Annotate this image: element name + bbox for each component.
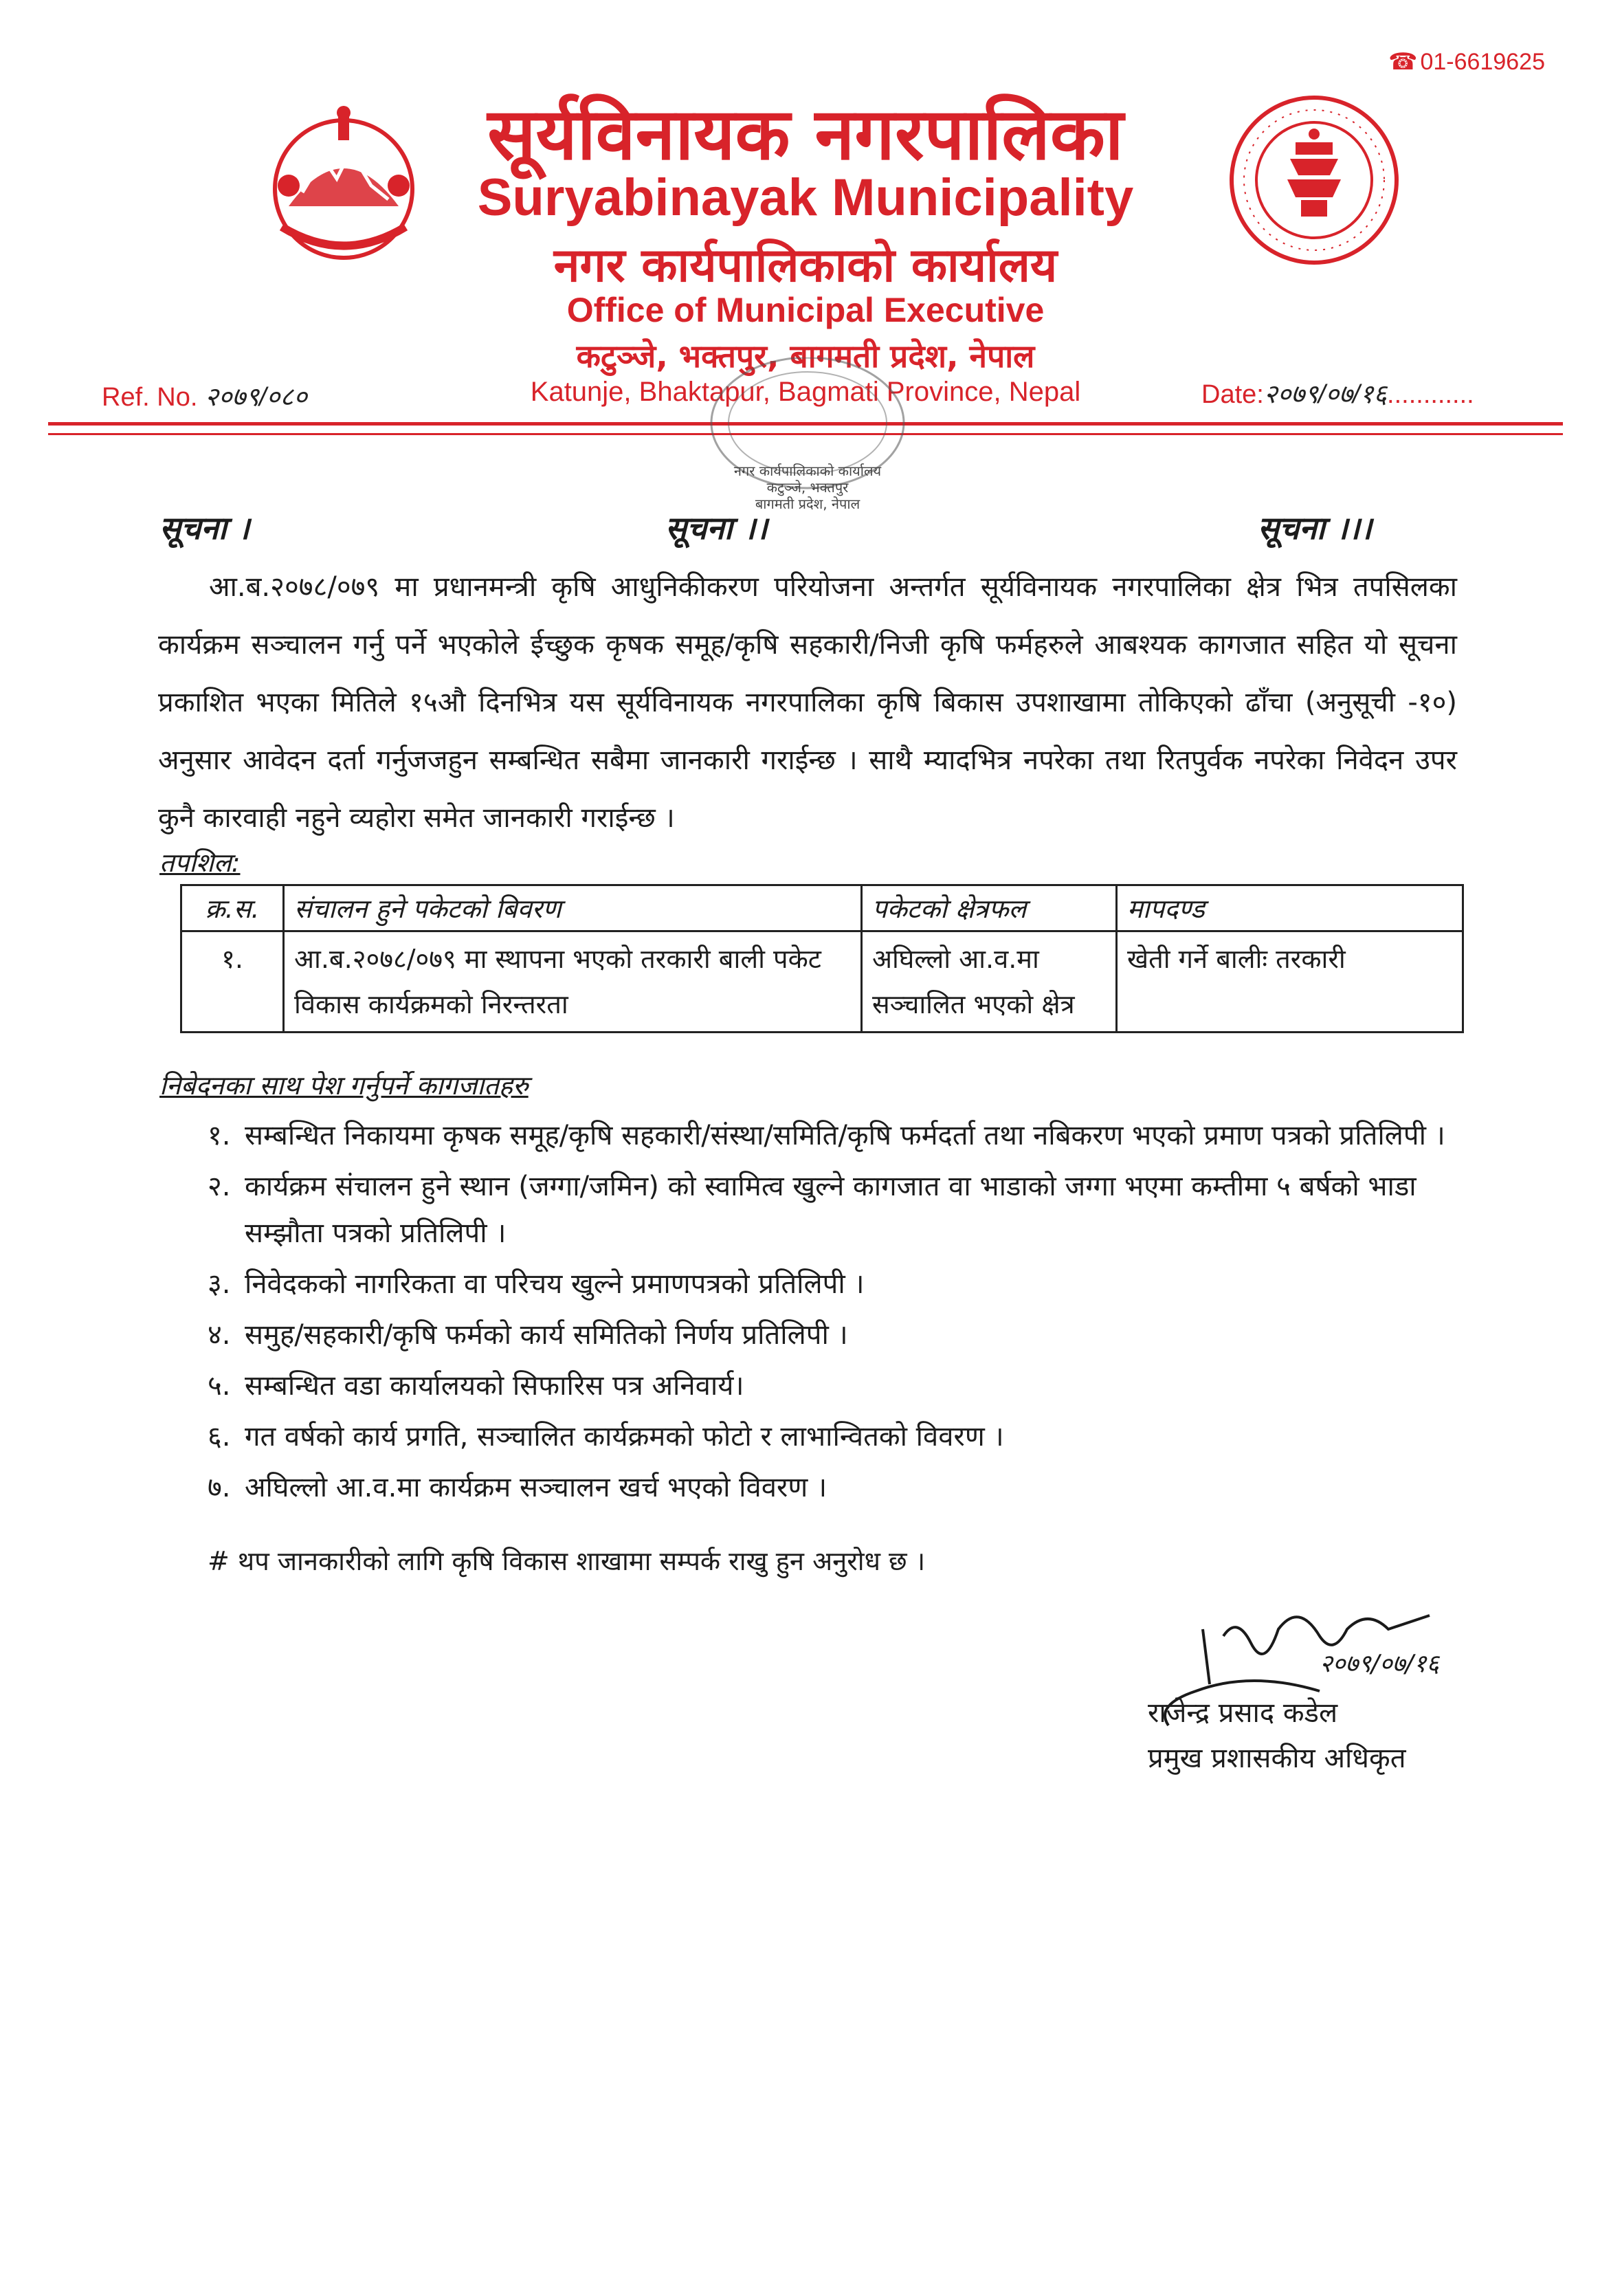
address-nepali: कटुञ्जे, भक्तपुर, बागमती प्रदेश, नेपाल bbox=[576, 338, 1035, 375]
table-row bbox=[181, 931, 1463, 1033]
ref-value: २०७९/०८० bbox=[204, 383, 307, 412]
notice-heading-right: सूचना ।।। bbox=[1258, 509, 1373, 547]
header-phone: ☎ 01-6619625 bbox=[1388, 49, 1545, 75]
signatory-designation: प्रमुख प्रशासकीय अधिकृत bbox=[1148, 1743, 1406, 1774]
stamp-line-1: नगर कार्यपालिकाको कार्यालय bbox=[733, 463, 882, 479]
list-item-number: ७. bbox=[208, 1472, 231, 1503]
list-item-number: ३. bbox=[208, 1268, 231, 1300]
list-item-number: ४. bbox=[208, 1319, 231, 1351]
list-item-text: सम्बन्धित वडा कार्यालयको सिफारिस पत्र अनिवार्य। bbox=[245, 1370, 744, 1402]
col-header-sn: क्र.स. bbox=[181, 885, 284, 931]
table-title: तपशिल: bbox=[159, 848, 241, 878]
table-header-row bbox=[181, 885, 1463, 931]
signature-date: २०७९/०७/१६ bbox=[1320, 1650, 1440, 1678]
list-item-text: सम्बन्धित निकायमा कृषक समूह/कृषि सहकारी/संस्था/समिति/कृषि फर्मदर्ता तथा नबिकरण भएको प्रमाण पत्रको प्रतिलिपी । bbox=[245, 1120, 1445, 1151]
list-item-number: १. bbox=[208, 1120, 231, 1151]
list-item-number: २. bbox=[208, 1171, 231, 1202]
municipality-name-nepali: सूर्यविनायक नगरपालिका bbox=[487, 92, 1124, 176]
cell-area: अघिल्लो आ.व.मा सञ्चालित भएको क्षेत्र bbox=[862, 931, 1117, 1033]
contact-note: # थप जानकारीको लागि कृषि विकास शाखामा सम्पर्क राखु हुन अनुरोध छ । bbox=[208, 1546, 926, 1576]
cell-description: आ.ब.२०७८/०७९ मा स्थापना भएको तरकारी बाली पकेट विकास कार्यक्रमको निरन्तरता bbox=[284, 931, 862, 1033]
documents-title: निबेदनका साथ पेश गर्नुपर्ने कागजातहरु bbox=[159, 1070, 529, 1101]
office-stamp-icon bbox=[677, 357, 938, 516]
cell-criteria: खेती गर्ने बालीः तरकारी bbox=[1117, 931, 1463, 1033]
municipality-name-english: Suryabinayak Municipality bbox=[477, 168, 1134, 227]
office-name-nepali: नगर कार्यपालिकाको कार्यालय bbox=[553, 239, 1058, 293]
stamp-line-3: बागमती प्रदेश, नेपाल bbox=[755, 496, 860, 512]
list-item bbox=[158, 1312, 1457, 1358]
phone-icon: ☎ bbox=[1388, 49, 1418, 75]
date-dots: ............ bbox=[1387, 380, 1474, 409]
notice-heading-center: सूचना ।। bbox=[665, 509, 768, 547]
col-header-area: पकेटको क्षेत्रफल bbox=[862, 885, 1117, 931]
office-name-english: Office of Municipal Executive bbox=[566, 291, 1045, 329]
letter-date bbox=[1201, 375, 1474, 411]
address-english: Katunje, Bhaktapur, Bagmati Province, Nepal bbox=[530, 377, 1081, 407]
list-item-number: ६. bbox=[208, 1421, 231, 1453]
program-table bbox=[180, 884, 1464, 1033]
list-item-text: अघिल्लो आ.व.मा कार्यक्रम सञ्चालन खर्च भएको विवरण । bbox=[245, 1472, 827, 1503]
list-item-text: निवेदकको नागरिकता वा परिचय खुल्ने प्रमाणपत्रको प्रतिलिपी । bbox=[245, 1268, 865, 1300]
list-item-number: ५. bbox=[208, 1370, 231, 1402]
list-item bbox=[158, 1413, 1457, 1460]
list-item bbox=[158, 1362, 1457, 1409]
list-item-text: गत वर्षको कार्य प्रगति, सञ्चालित कार्यक्रमको फोटो र लाभान्वितको विवरण । bbox=[245, 1421, 1004, 1453]
list-item bbox=[158, 1112, 1457, 1159]
notice-paragraph bbox=[158, 558, 1457, 847]
list-item-text: कार्यक्रम संचालन हुने स्थान (जग्गा/जमिन) को स्वामित्व खुल्ने कागजात वा भाडाको जग्गा भएमा कम्तीमा ५ बर्षको भाडा सम्झौता पत्रको प्रतिलिपी । bbox=[245, 1171, 1416, 1249]
date-value: २०७९/०७/१६ bbox=[1263, 380, 1388, 409]
reference-number bbox=[102, 378, 307, 414]
date-label: Date: bbox=[1201, 380, 1264, 409]
list-item bbox=[158, 1261, 1457, 1307]
notice-heading-left: सूचना । bbox=[159, 509, 250, 547]
list-item-text: समुह/सहकारी/कृषि फर्मको कार्य समितिको निर्णय प्रतिलिपी । bbox=[245, 1319, 848, 1351]
cell-sn: १. bbox=[181, 931, 284, 1033]
list-item bbox=[158, 1464, 1457, 1511]
ref-label: Ref. No. bbox=[102, 383, 198, 412]
stamp-line-2: कटुञ्जे, भक्तपुर bbox=[766, 479, 849, 496]
col-header-criteria: मापदण्ड bbox=[1117, 885, 1463, 931]
documents-list bbox=[158, 1112, 1457, 1515]
list-item bbox=[158, 1163, 1457, 1257]
notice-paragraph-text: आ.ब.२०७८/०७९ मा प्रधानमन्त्री कृषि आधुनिकीकरण परियोजना अन्तर्गत सूर्यविनायक नगरपालिका क्षेत्र भित्र तपसिलका कार्यक्रम सञ्चालन गर्नु पर्ने भएकोले ईच्छुक कृषक समूह/कृषि सहकारी/निजी कृषि फर्महरुले आबश्यक कागजात सहित यो सूचना प्रकाशित भएका मितिले १५औ दिनभित्र यस सूर्यविनायक नगरपालिका कृषि बिकास उपशाखामा तोकिएको ढाँचा (अनुसूची -१०) अनुसार आवेदन दर्ता गर्नुजजहुन सम्बन्धित सबैमा जानकारी गराईन्छ । साथै म्यादभित्र नपरेका तथा रितपुर्वक नपरेका निवेदन उपर कुनै कारवाही नहुने व्यहोरा समेत जानकारी गराईन्छ । bbox=[158, 571, 1457, 834]
signatory-name: राजेन्द्र प्रसाद कडेल bbox=[1148, 1697, 1338, 1729]
col-header-description: संचालन हुने पकेटको बिवरण bbox=[284, 885, 862, 931]
